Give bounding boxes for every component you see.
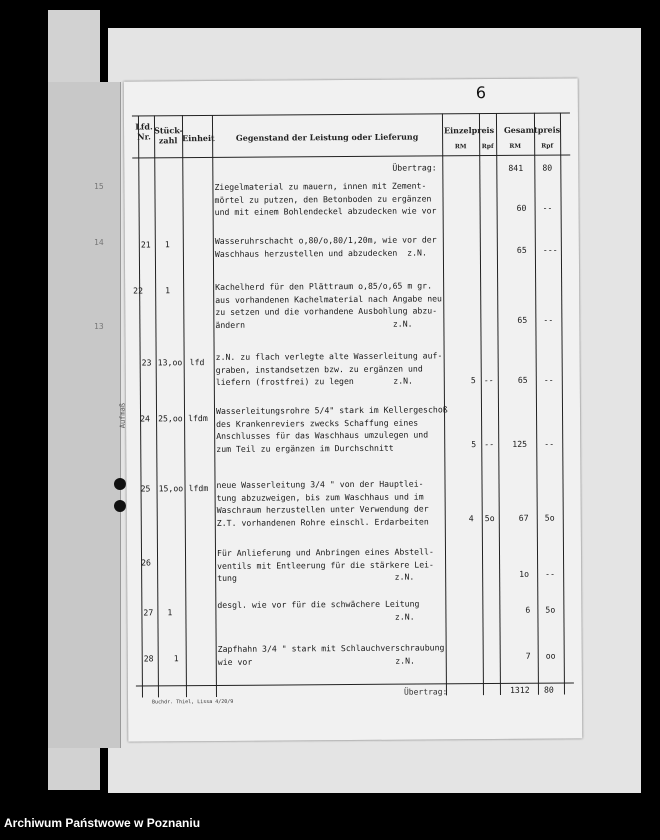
row-total-rm: 65 [517,374,528,385]
row-total-rpf: 5o [544,512,555,523]
header-rm: RM [454,143,467,151]
row-number: 27 [143,607,154,618]
column-line [534,113,539,695]
underlying-page-edge [48,82,121,748]
header-top-line [132,112,570,116]
row-unitprice-rm: 5 [470,375,476,386]
carry-out-rpf: 80 [543,684,554,695]
row-description: neue Wasserleitung 3/4 " von der Hauptlei- tung abzuzweigen, bis zum Waschhaus und im Waschraum herzustellen unter Verwendung der Z.T. vorhandenen Rohre einschl. Erdarbeiten [216,478,429,528]
row-total-rpf: -- [542,202,553,213]
row-number: 28 [143,653,154,664]
row-total-rm: 65 [517,314,528,325]
archive-caption: Archiwum Państwowe w Poznaniu [4,816,201,830]
row-number: 24 [140,413,150,424]
row-total-rpf: --- [542,244,558,255]
row-description: z.N. zu flach verlegte alte Wasserleitung auf- graben, instandsetzen bzw. zu ergänzen und liefern (frostfrei) zu legen z.N. [215,350,443,387]
row-total-rpf: -- [544,438,555,449]
row-unitprice-rm: 4 [468,513,474,524]
row-total-rpf: 5o [545,604,556,615]
footer-line [136,682,574,686]
row-quantity: 1 [164,239,170,250]
row-number: 21 [140,239,151,250]
row-total-rm: 1o [519,568,530,579]
invoice-sheet [118,78,583,741]
row-quantity: 1 [165,285,171,296]
header-bottom-line [132,154,570,158]
column-line [138,115,143,697]
row-unitprice-rpf: 5o [484,513,495,524]
row-description: Ziegelmaterial zu mauern, innen mit Zement- mörtel zu putzen, den Betonboden zu ergänzen und mit einem Bohlendeckel abzudecken wie vor [214,180,437,217]
carry-in-rpf: 80 [542,162,553,173]
row-quantity: 15,oo [158,483,184,494]
printer-note: Buchdr. Thiel, Lissa 4/20/9 [152,698,234,706]
column-line [182,115,187,697]
carry-in-rm: 841 [508,162,524,173]
carry-out-label: Übertrag: [403,687,448,697]
row-description: Wasseruhrschacht o,80/o,80/1,20m, wie vor der Waschhaus herzustellen und abzudecken z.N. [214,234,437,259]
row-total-rm: 65 [516,244,527,255]
row-unitprice-rpf: -- [483,375,494,386]
row-unit: lfd [189,357,205,368]
row-description: Kachelherd für den Plättraum o,85/o,65 m gr. aus vorhandenen Kachelmaterial nach Angabe neu zu setzen und die vorhandene Ausbohlung abzu- ändern z.N. [215,280,443,330]
column-line [496,113,501,695]
row-quantity: 1 [173,653,179,664]
row-total-rm: 125 [512,438,528,449]
header-rpf: Rpf [481,143,494,151]
row-quantity: 13,oo [157,357,183,368]
row-total-rm: 6 [525,604,531,615]
side-stamp: Aufmaß [118,402,127,429]
row-total-rpf: -- [545,568,556,579]
row-unit: lfdm [188,413,208,424]
row-number: 22 [133,285,144,296]
row-number: 25 [140,483,151,494]
column-line [479,113,484,695]
row-description: Zapfhahn 3/4 " stark mit Schlauchverschraubung wie vor z.N. [217,642,445,667]
row-unit: lfdm [188,483,209,494]
punch-hole [114,500,126,512]
row-unitprice-rm: 5 [471,439,477,450]
row-total-rpf: -- [543,314,554,325]
row-quantity: 1 [167,607,173,618]
row-total-rpf: oo [545,650,556,661]
punch-hole [114,478,126,490]
header-einheit: Einheit [182,132,215,144]
header-gesamtpreis: Gesamtpreis [503,124,561,135]
row-quantity: 25,oo [158,413,183,424]
row-description: Wasserleitungsrohre 5/4" stark im Kellergeschoß des Krankenreviers zwecks Schaffung eines Anschlusses für das Waschhaus umzulegen und zum Teil zu ergänzen im Durchschnitt [215,404,448,454]
row-number: 23 [141,357,152,368]
row-number: 26 [141,557,151,568]
header-lfd-nr: Lfd. Nr. [135,121,153,142]
row-unitprice-rpf: -- [484,439,495,450]
carry-in-label: Übertrag: [392,162,437,173]
column-line [154,115,159,697]
row-description: desgl. wie vor für die schwächere Leitung z.N. [217,598,420,623]
row-total-rpf: -- [543,374,554,385]
row-description: Für Anlieferung und Anbringen eines Abstell- ventils mit Entleerung für die stärkere Lei- tung z.N. [216,546,435,583]
row-total-rm: 67 [518,512,529,523]
header-gegenstand: Gegenstand der Leistung oder Lieferung [235,131,419,143]
row-total-rm: 60 [516,202,527,213]
header-stueckzahl: Stück-zahl [154,125,183,146]
carry-out-rm: 1312 [509,684,530,695]
row-total-rm: 7 [525,650,531,661]
header-rm: RM [509,142,522,150]
header-einzelpreis: Einzelpreis [443,125,495,136]
page-number-marker: 6 [475,83,487,103]
column-line [560,113,565,695]
header-rpf: Rpf [541,142,554,150]
